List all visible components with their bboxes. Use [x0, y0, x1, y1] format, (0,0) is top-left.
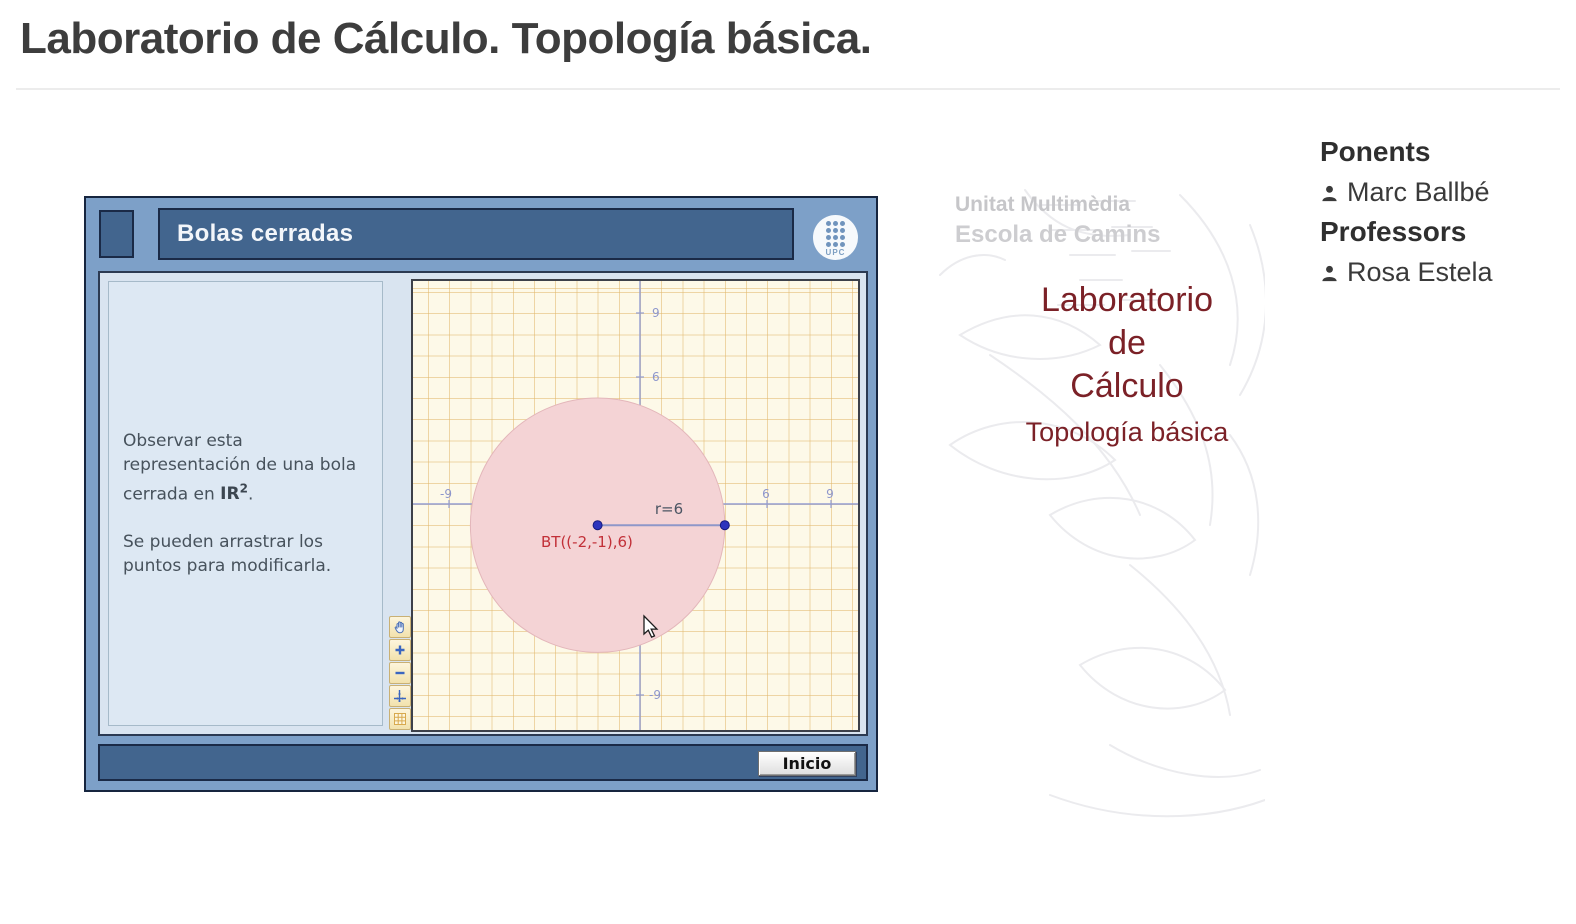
svg-text:6: 6: [652, 370, 660, 384]
course-line-2: de: [1108, 324, 1146, 362]
professors-heading: Professors: [1320, 216, 1467, 247]
list-item: [1320, 172, 1493, 212]
instruction-paragraph-1: [123, 429, 370, 507]
instruction-paragraph-2: Se pueden arrastrar los puntos para modificarla.: [123, 532, 332, 577]
zoom-out-icon[interactable]: [389, 662, 411, 684]
branding-block: [930, 185, 1265, 825]
course-subtitle: Topología básica: [1025, 417, 1229, 447]
course-title: [967, 279, 1287, 408]
graph-canvas[interactable]: [411, 279, 860, 732]
applet-title: Bolas cerradas: [177, 220, 354, 247]
instruction-text: Observar esta representación de una bola cerrada en: [123, 430, 357, 505]
applet-window: [84, 196, 878, 792]
svg-text:-9: -9: [649, 688, 661, 702]
graph-toolbar: [389, 616, 411, 731]
applet-title-bar: [158, 208, 794, 260]
real-set-symbol: IR: [220, 484, 240, 505]
course-line-1: Laboratorio: [1040, 281, 1213, 319]
upc-logo: [813, 215, 858, 260]
pan-hand-icon[interactable]: [389, 616, 411, 638]
course-line-3: Cálculo: [1070, 367, 1184, 405]
unit-multimedia-label: Unitat Multimèdia: [955, 193, 1131, 216]
svg-text:6: 6: [762, 487, 770, 501]
applet-corner-box: [99, 210, 134, 258]
person-icon: [1320, 184, 1339, 203]
instructions-panel: [108, 281, 383, 726]
center-point[interactable]: [593, 521, 602, 530]
ponent-name: Marc Ballbé: [1347, 177, 1490, 207]
upc-logo-dots-icon: [826, 221, 845, 247]
ball-label: BT((-2,-1),6): [541, 533, 633, 551]
escola-camins-label: Escola de Camins: [955, 221, 1161, 248]
svg-text:9: 9: [652, 306, 660, 320]
instruction-text-end: .: [247, 484, 254, 505]
inicio-button[interactable]: Inicio: [758, 751, 856, 776]
svg-text:9: 9: [826, 487, 834, 501]
person-icon: [1320, 264, 1339, 283]
professor-name: Rosa Estela: [1347, 257, 1493, 287]
superscript-2: 2: [239, 481, 248, 496]
radius-label: r=6: [654, 500, 684, 518]
page-title: Laboratorio de Cálculo. Topología básica.: [20, 14, 872, 63]
people-column: [1320, 132, 1493, 292]
applet-footer-bar: [98, 744, 868, 781]
graph-drawing: [413, 281, 858, 730]
axes-icon[interactable]: [389, 685, 411, 707]
svg-text:-9: -9: [440, 487, 452, 501]
applet-content-area: [98, 271, 868, 736]
zoom-in-icon[interactable]: [389, 639, 411, 661]
radius-point[interactable]: [720, 521, 729, 530]
ponents-heading: Ponents: [1320, 136, 1431, 167]
divider: [16, 88, 1560, 90]
list-item: [1320, 252, 1493, 292]
grid-icon[interactable]: [389, 708, 411, 730]
upc-logo-text: UPC: [825, 248, 846, 257]
